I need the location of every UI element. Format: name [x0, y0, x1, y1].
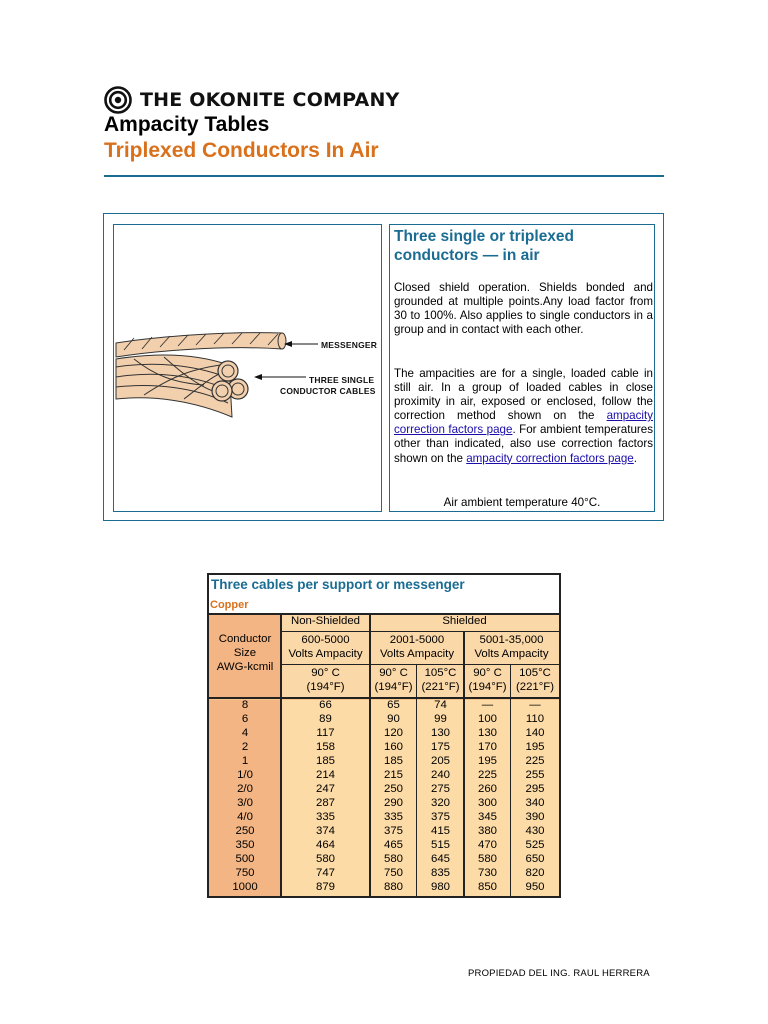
- table-row-ampacity-cell: 320: [430, 797, 450, 809]
- description-heading: Three single or triplexed conductors — in air: [394, 228, 575, 264]
- description-paragraph-2: [394, 367, 653, 466]
- table-row-ampacity-cell: 247: [315, 783, 335, 795]
- table-row-ampacity-cell: 130: [477, 727, 497, 739]
- para2-text-b: . For ambient temperatures other than indicated, also use correction factors shown on the: [394, 423, 654, 465]
- table-row-ampacity-cell: 120: [383, 727, 403, 739]
- table-title: Three cables per support or messenger: [209, 575, 559, 597]
- table-row-ampacity-cell: 195: [477, 755, 497, 767]
- messenger-label: MESSENGER: [321, 340, 378, 350]
- table-row-ampacity-cell: 287: [315, 797, 335, 809]
- table-row-size-cell: 250: [235, 825, 255, 837]
- table-row-ampacity-cell: 255: [525, 769, 545, 781]
- table-row-ampacity-cell: 195: [525, 741, 545, 753]
- table-row-ampacity-cell: 880: [383, 881, 403, 893]
- conductor-size-header-line3: AWG-kcmil: [216, 661, 274, 673]
- table-row-ampacity-cell: 747: [315, 867, 335, 879]
- voltage-2001-5000-line1: 2001-5000: [389, 634, 445, 646]
- non-shielded-header: Non-Shielded: [290, 615, 361, 627]
- table-row-ampacity-cell: 215: [383, 769, 403, 781]
- correction-factors-link-1[interactable]: ampacity correction factors page: [394, 409, 653, 437]
- table-row-ampacity-cell: 110: [525, 713, 545, 725]
- table-row-ampacity-cell: 340: [525, 797, 545, 809]
- cables-label-line2: CONDUCTOR CABLES: [280, 386, 376, 396]
- company-logo: [104, 86, 400, 114]
- table-row-size-cell: 4: [241, 727, 249, 739]
- table-row-ampacity-cell: 580: [477, 853, 497, 865]
- table-row-ampacity-cell: 850: [477, 881, 497, 893]
- description-box: [389, 224, 655, 512]
- voltage-5001-35000-line2: Volts Ampacity: [474, 648, 549, 660]
- temp-header-4-line2: (194°F): [468, 681, 507, 693]
- table-row-ampacity-cell: 335: [315, 811, 335, 823]
- table-row-size-cell: 4/0: [237, 811, 253, 823]
- table-row-ampacity-cell: 130: [430, 727, 450, 739]
- table-row-size-cell: 2/0: [237, 783, 253, 795]
- table-material: Copper: [209, 597, 559, 614]
- table-row-ampacity-cell: 225: [477, 769, 497, 781]
- table-row-ampacity-cell: 464: [315, 839, 335, 851]
- temp-header-5-line2: (221°F): [515, 681, 555, 693]
- conductor-size-header-line2: Size: [233, 647, 257, 659]
- table-row-size-cell: 500: [235, 853, 255, 865]
- table-row-ampacity-cell: 980: [430, 881, 450, 893]
- temp-header-3-line2: (221°F): [421, 681, 460, 693]
- cables-label-line1: THREE SINGLE: [309, 375, 375, 385]
- table-row-ampacity-cell: 170: [477, 741, 497, 753]
- table-row-size-cell: 2: [241, 741, 249, 753]
- table-row-size-cell: 8: [241, 699, 249, 711]
- table-row-ampacity-cell: 820: [525, 867, 545, 879]
- voltage-600-5000-line1: 600-5000: [301, 634, 350, 646]
- table-row-ampacity-cell: 250: [383, 783, 403, 795]
- temp-header-5-line1: 105°C: [519, 667, 551, 679]
- ambient-temperature-note: Air ambient temperature 40°C.: [443, 496, 601, 509]
- table-row-ampacity-cell: —: [529, 699, 541, 711]
- table-row-ampacity-cell: 66: [319, 699, 332, 711]
- voltage-600-5000-line2: Volts Ampacity: [288, 648, 363, 660]
- table-row-ampacity-cell: 950: [525, 881, 545, 893]
- page-subtitle: Triplexed Conductors In Air: [104, 139, 379, 162]
- table-row-ampacity-cell: 140: [525, 727, 545, 739]
- table-row-size-cell: 1/0: [237, 769, 253, 781]
- cable-illustration-box: [113, 224, 382, 512]
- table-row-ampacity-cell: —: [481, 699, 494, 711]
- table-row-ampacity-cell: 335: [383, 811, 403, 823]
- footer-ownership-note: PROPIEDAD DEL ING. RAUL HERRERA: [468, 968, 650, 979]
- temp-header-2-line2: (194°F): [374, 681, 413, 693]
- temp-header-3-line1: 105°C: [424, 667, 457, 679]
- table-row-ampacity-cell: 158: [315, 741, 335, 753]
- table-row-ampacity-cell: 374: [315, 825, 335, 837]
- triplexed-cable-illustration: [114, 225, 381, 511]
- table-row-size-cell: 1: [241, 755, 249, 767]
- temp-header-1-line2: (194°F): [306, 681, 345, 693]
- table-row-ampacity-cell: 175: [430, 741, 450, 753]
- table-row-ampacity-cell: 380: [477, 825, 497, 837]
- table-row-ampacity-cell: 225: [525, 755, 545, 767]
- grid-line: [281, 664, 559, 665]
- table-row-size-cell: 750: [235, 867, 255, 879]
- shielded-header: Shielded: [442, 615, 487, 627]
- table-row-ampacity-cell: 465: [383, 839, 403, 851]
- table-row-size-cell: 6: [241, 713, 249, 725]
- table-row-ampacity-cell: 214: [315, 769, 335, 781]
- temp-header-1-line1: 90° C: [311, 667, 340, 679]
- table-row-size-cell: 350: [235, 839, 255, 851]
- table-row-ampacity-cell: 525: [525, 839, 545, 851]
- table-row-ampacity-cell: 730: [477, 867, 497, 879]
- table-row-ampacity-cell: 100: [477, 713, 497, 725]
- voltage-5001-35000-line1: 5001-35,000: [479, 634, 544, 646]
- table-row-ampacity-cell: 89: [319, 713, 332, 725]
- voltage-2001-5000-line2: Volts Ampacity: [379, 648, 455, 660]
- table-row-ampacity-cell: 90: [387, 713, 400, 725]
- para2-text-c: .: [633, 451, 637, 465]
- table-row-ampacity-cell: 185: [383, 755, 403, 767]
- temp-header-4-line1: 90° C: [473, 667, 502, 679]
- table-row-ampacity-cell: 185: [315, 755, 335, 767]
- ampacity-table: [207, 573, 561, 898]
- table-row-ampacity-cell: 290: [383, 797, 403, 809]
- table-row-ampacity-cell: 515: [430, 839, 450, 851]
- table-row-ampacity-cell: 470: [477, 839, 497, 851]
- temp-header-2-line1: 90° C: [379, 667, 408, 679]
- table-row-size-cell: 1000: [232, 881, 258, 893]
- conductor-size-header-line1: Conductor: [218, 633, 272, 645]
- table-row-ampacity-cell: 345: [477, 811, 497, 823]
- table-row-ampacity-cell: 390: [525, 811, 545, 823]
- table-row-ampacity-cell: 240: [430, 769, 450, 781]
- concentric-rings-logo-icon: [104, 86, 132, 114]
- table-row-ampacity-cell: 580: [383, 853, 403, 865]
- para2-text-a: The ampacities are for a single, loaded cable in still air. In a group of loaded cables in close proximity in air, exposed or enclosed, follow the correction method shown on the: [394, 367, 653, 423]
- table-row-ampacity-cell: 415: [430, 825, 450, 837]
- table-row-ampacity-cell: 879: [315, 881, 335, 893]
- table-row-ampacity-cell: 300: [477, 797, 497, 809]
- table-row-ampacity-cell: 645: [430, 853, 450, 865]
- table-row-ampacity-cell: 205: [430, 755, 450, 767]
- table-row-ampacity-cell: 375: [383, 825, 403, 837]
- table-row-ampacity-cell: 375: [430, 811, 450, 823]
- table-row-ampacity-cell: 835: [430, 867, 450, 879]
- table-row-ampacity-cell: 74: [434, 699, 447, 711]
- table-row-ampacity-cell: 117: [316, 727, 335, 739]
- company-name: THE OKONITE COMPANY: [140, 89, 400, 111]
- table-row-ampacity-cell: 99: [434, 713, 447, 725]
- table-row-ampacity-cell: 430: [525, 825, 545, 837]
- title-divider: [104, 175, 664, 177]
- table-row-ampacity-cell: 750: [383, 867, 403, 879]
- messenger-strand: [116, 333, 286, 357]
- description-paragraph-1: Closed shield operation. Shields bonded and grounded at multiple points.Any load factor from 30 to 100%. Also applies to single conductors in a group and in contact with each other.: [394, 281, 653, 337]
- table-row-ampacity-cell: 580: [315, 853, 335, 865]
- table-row-ampacity-cell: 160: [383, 741, 403, 753]
- table-row-ampacity-cell: 275: [430, 783, 450, 795]
- table-row-ampacity-cell: 260: [477, 783, 497, 795]
- conductor-cables: [116, 355, 248, 417]
- table-row-size-cell: 3/0: [237, 797, 253, 809]
- table-row-ampacity-cell: 65: [387, 699, 400, 711]
- correction-factors-link-2[interactable]: ampacity correction factors page: [466, 451, 634, 465]
- grid-line: [209, 613, 559, 615]
- grid-line: [281, 631, 559, 632]
- table-row-ampacity-cell: 295: [525, 783, 545, 795]
- page-title: Ampacity Tables: [104, 113, 270, 136]
- table-row-ampacity-cell: 650: [525, 853, 545, 865]
